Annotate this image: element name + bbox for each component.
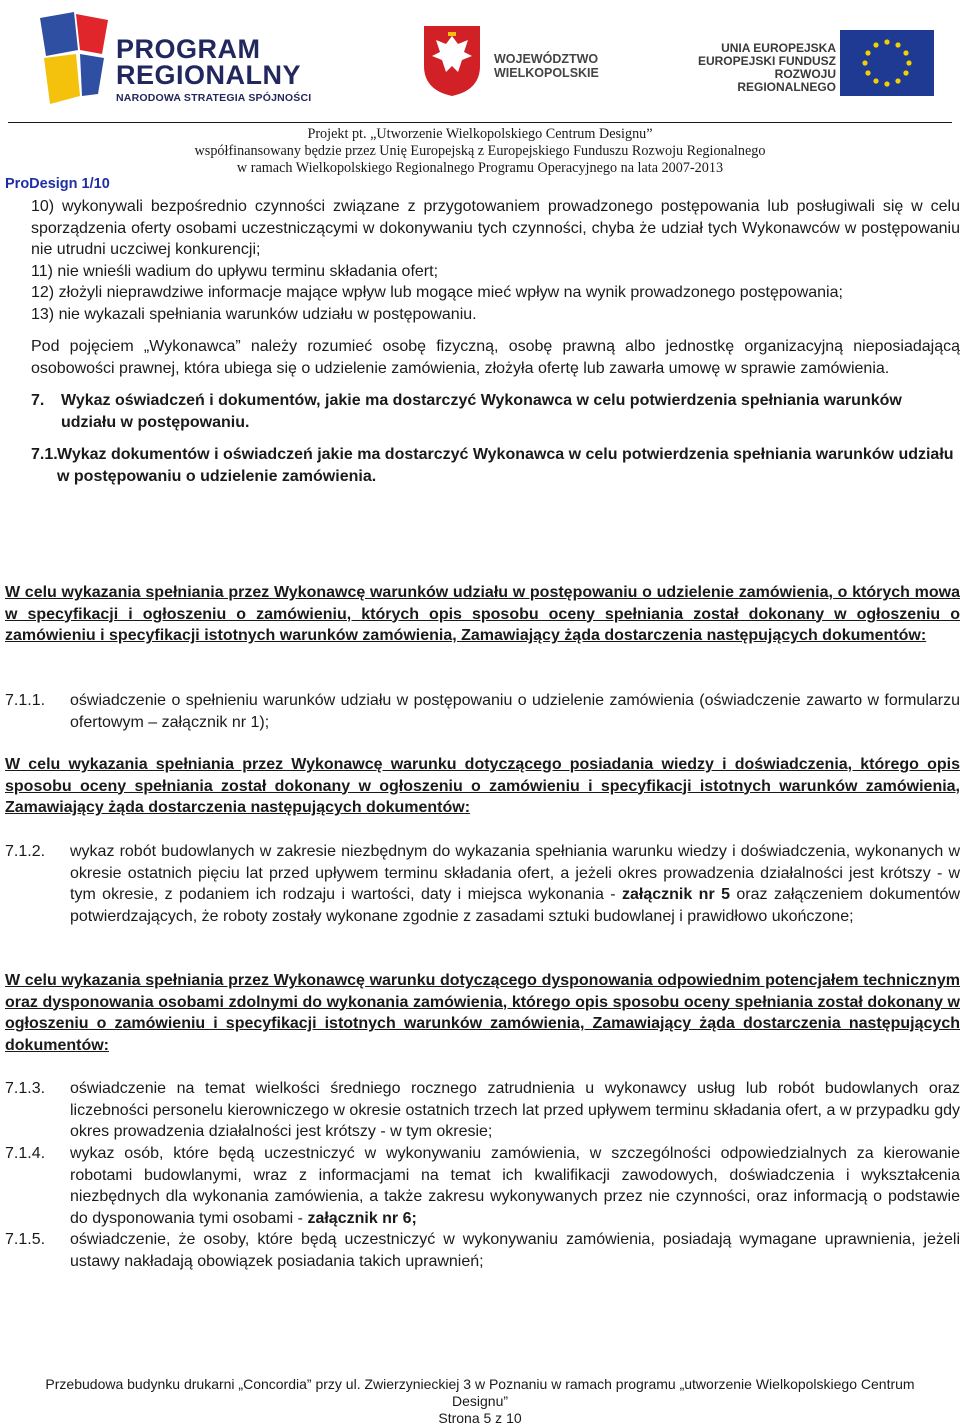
footer-line2: Designu” bbox=[451, 1393, 509, 1409]
wojewodztwo-line1: WOJEWÓDZTWO bbox=[494, 52, 599, 66]
exclusion-list bbox=[31, 196, 960, 325]
list-item: 11) nie wnieśli wadium do upływu terminu składania ofert; bbox=[31, 262, 439, 280]
wojewodztwo-line2: WIELKOPOLSKIE bbox=[494, 66, 599, 80]
project-header bbox=[0, 126, 960, 177]
requirement-block-3: W celu wykazania spełniania przez Wykonawcę warunku dotyczącego dysponowania odpowiednim potencjałem technicznym oraz dysponowania osobami zdolnymi do wykonania zamówienia, którego opis sposobu oceny spełniania został dokonany w ogłoszeniu o zamówieniu i specyfikacji istotnych warunków zamówienia, Zamawiający żąda dostarczenia następujących dokumentów: bbox=[5, 972, 960, 1054]
item-number: 7.1.5. bbox=[5, 1231, 46, 1248]
section-title: Wykaz oświadczeń i dokumentów, jakie ma dostarczyć Wykonawca w celu potwierdzenia spełniania warunków udziału w postępowaniu. bbox=[61, 392, 902, 431]
project-line2: współfinansowany będzie przez Unię Europejską z Europejskiego Funduszu Rozwoju Regionalnego bbox=[194, 143, 766, 159]
program-regionalny-logo bbox=[36, 10, 366, 114]
item-text-part: oraz załączeniem dokumentów potwierdzających, że roboty zostały wykonane zgodnie z zasadami sztuki budowlanej i prawidłowo ukończone; bbox=[70, 886, 960, 925]
item-text-part: wykaz osób, które będą uczestniczyć w wykonywaniu zamówienia, w szczególności odpowiedzialnych za kierowanie robotami budowlanymi, wraz z informacjami na temat ich kwalifikacji zawodowych, doświadczenia i wykształcenia niezbędnych dla wykonania zamówienia, a także zakresu wykonywanych przez nie czynności, oraz informacją o podstawie do dysponowania tymi osobami - bbox=[70, 1145, 960, 1227]
page-number: Strona 5 z 10 bbox=[438, 1410, 522, 1426]
wykonawca-definition: Pod pojęciem „Wykonawca” należy rozumieć osobę fizyczną, osobę prawną albo jednostkę organizacyjną nieposiadającą osobowości prawnej, która ubiega się o udzielenie zamówienia, złożyła ofertę lub zawarła umowę w sprawie zamówienia. bbox=[31, 338, 960, 377]
item-7-1-3 bbox=[5, 1078, 960, 1143]
list-item: 10) wykonywali bezpośrednio czynności związane z przygotowaniem prowadzonego postępowania lub posługiwali się w celu sporządzenia oferty osobami uczestniczącymi w dokonywaniu tych czynności, chyba że udział tych Wykonawców w postępowaniu nie utrudni uczciwej konkurencji; bbox=[31, 198, 960, 258]
item-7-1-1 bbox=[5, 690, 960, 733]
program-logo-line1: PROGRAM bbox=[116, 34, 261, 64]
program-logo-subtitle: NARODOWA STRATEGIA SPÓJNOŚCI bbox=[116, 92, 312, 104]
requirement-block-2: W celu wykazania spełniania przez Wykonawcę warunku dotyczącego posiadania wiedzy i doświadczenia, którego opis sposobu oceny spełniania został dokonany w ogłoszeniu o zamówieniu i specyfikacji istotnych warunków zamówienia, Zamawiający żąda dostarczenia następujących dokumentów: bbox=[5, 756, 960, 816]
wojewodztwo-logo bbox=[420, 22, 620, 102]
eu-flag-icon bbox=[840, 30, 934, 96]
prodesign-label: ProDesign 1/10 bbox=[5, 176, 110, 192]
header-divider bbox=[8, 122, 952, 123]
header-logos bbox=[0, 8, 960, 120]
item-7-1-5 bbox=[5, 1229, 960, 1272]
program-logo-line2: REGIONALNY bbox=[116, 60, 302, 90]
page-footer bbox=[0, 1376, 960, 1427]
item-7-1-4 bbox=[5, 1143, 960, 1229]
item-text bbox=[70, 1143, 960, 1229]
item-text: oświadczenie na temat wielkości średniego rocznego zatrudnienia u wykonawcy usług lub robót budowlanych oraz liczebności personelu kierowniczego w okresie ostatnich trzech lat przed upływem terminu składania ofert, a w przypadku gdy okres prowadzenia działalności jest krótszy - w tym okresie; bbox=[70, 1080, 960, 1140]
item-text bbox=[70, 841, 960, 927]
section-number: 7. bbox=[31, 392, 45, 409]
eu-logo bbox=[688, 30, 938, 106]
item-text: oświadczenie, że osoby, które będą uczestniczyć w wykonywaniu zamówienia, posiadają wymagane uprawnienia, jeżeli ustawy nakładają obowiązek posiadania takich uprawnień; bbox=[70, 1231, 960, 1270]
item-number: 7.1.1. bbox=[5, 692, 46, 709]
item-text-part: wykaz robót budowlanych w zakresie niezbędnym do wykazania spełniania warunku wiedzy i doświadczenia, wykonanych w okresie ostatnich pięciu lat przed upływem terminu składania ofert, a jeżeli okres prowadzenia działalności jest krótszy - w tym okresie, z podaniem ich rodzaju i wartości, daty i miejsca wykonania - bbox=[70, 843, 960, 903]
item-attachment-ref: załącznik nr 6; bbox=[307, 1209, 417, 1227]
eu-logo-line2: EUROPEJSKI FUNDUSZ bbox=[697, 54, 836, 68]
section-7-1-heading bbox=[31, 444, 960, 487]
section-7-heading bbox=[31, 390, 960, 433]
footer-line1: Przebudowa budynku drukarni „Concordia” przy ul. Zwierzynieckiej 3 w Poznaniu w ramach programu „utworzenie Wielkopolskiego Centrum bbox=[45, 1376, 915, 1392]
item-number: 7.1.3. bbox=[5, 1080, 46, 1097]
item-attachment-ref: załącznik nr 5 bbox=[622, 886, 730, 903]
eagle-crest-icon bbox=[420, 22, 484, 98]
eu-logo-line3: ROZWOJU REGIONALNEGO bbox=[737, 67, 836, 94]
requirement-block-1: W celu wykazania spełniania przez Wykonawcę warunków udziału w postępowaniu o udzielenie zamówienia, o których mowa w specyfikacji i ogłoszeniu o zamówieniu, których opis sposobu oceny spełniania został dokonany w ogłoszeniu o zamówieniu i specyfikacji istotnych warunków zamówienia, Zamawiający żąda dostarczenia następujących dokumentów: bbox=[5, 584, 960, 644]
list-item: 12) złożyli nieprawdziwe informacje mające wpływ lub mogące mieć wpływ na wynik prowadzonego postępowania; bbox=[31, 284, 843, 301]
list-item: 13) nie wykazali spełniania warunków udziału w postępowaniu. bbox=[31, 305, 477, 323]
main-content bbox=[31, 196, 960, 487]
item-number: 7.1.2. bbox=[5, 843, 46, 860]
section-title: Wykaz dokumentów i oświadczeń jakie ma dostarczyć Wykonawca w celu potwierdzenia spełniania warunków udziału w postępowaniu o udzielenie zamówienia. bbox=[57, 446, 954, 485]
project-line3: w ramach Wielkopolskiego Regionalnego Programu Operacyjnego na lata 2007-2013 bbox=[236, 160, 724, 176]
section-number: 7.1. bbox=[31, 446, 58, 463]
item-text: oświadczenie o spełnieniu warunków udziału w postępowaniu o udzielenie zamówienia (oświadczenie zawarto w formularzu ofertowym – załącznik nr 1); bbox=[70, 692, 960, 731]
program-regionalny-emblem-icon bbox=[36, 10, 112, 110]
project-line1: Projekt pt. „Utworzenie Wielkopolskiego Centrum Designu” bbox=[307, 126, 653, 142]
item-7-1-2 bbox=[5, 841, 960, 927]
item-number: 7.1.4. bbox=[5, 1145, 46, 1162]
eu-logo-line1: UNIA EUROPEJSKA bbox=[721, 41, 836, 55]
